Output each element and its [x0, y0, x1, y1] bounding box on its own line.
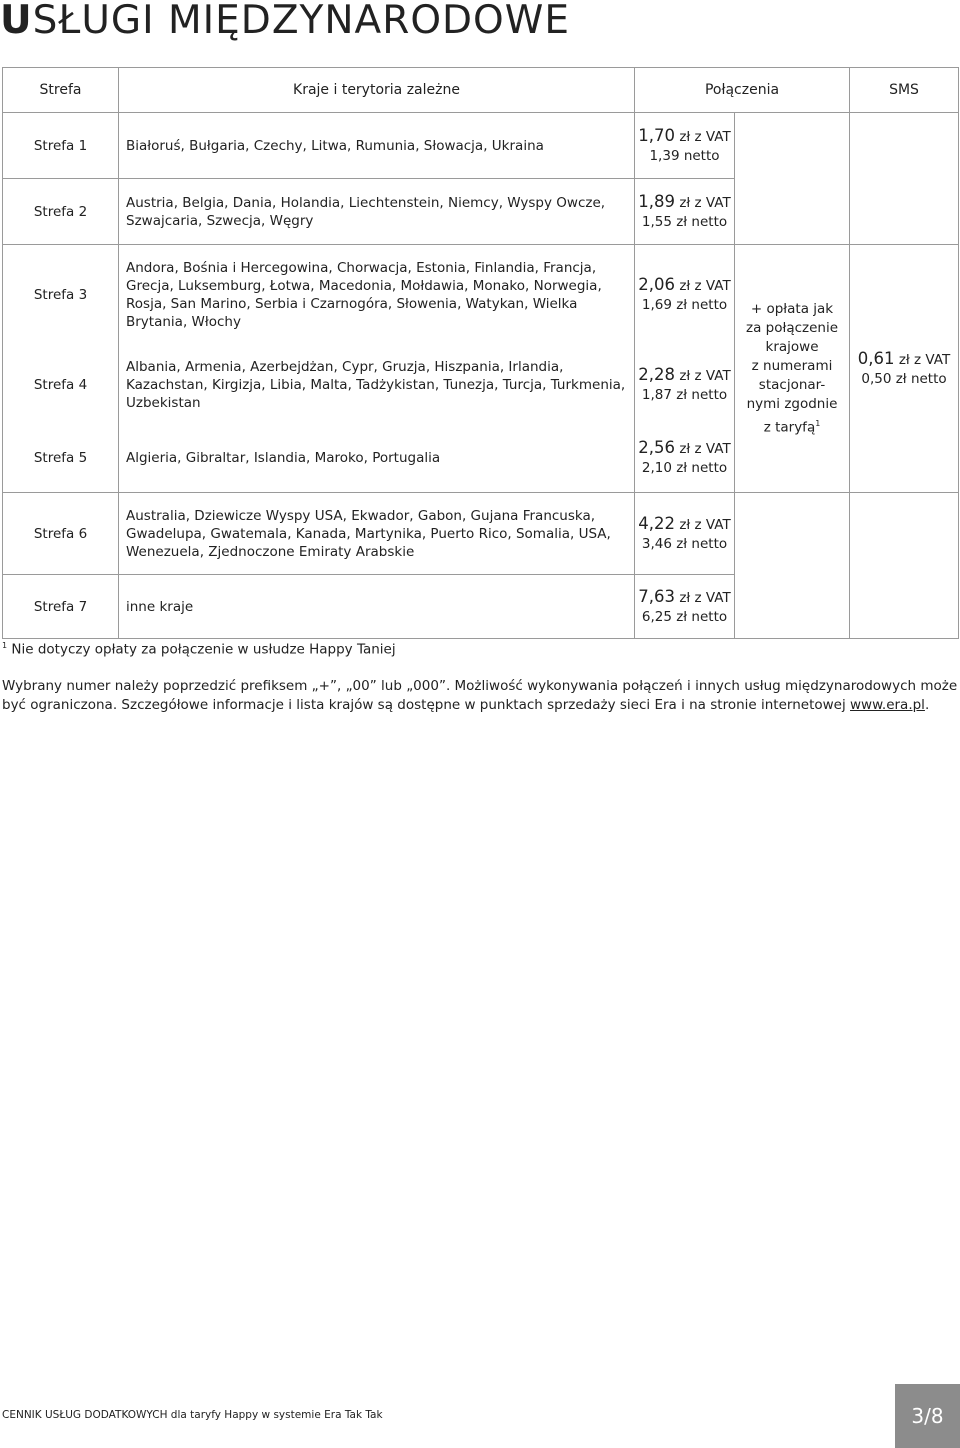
era-website-link[interactable]: www.era.pl	[850, 697, 925, 713]
note-line	[735, 414, 849, 438]
price-net: 3,46 zł netto	[641, 535, 728, 552]
blank-cell	[850, 575, 959, 639]
table-header-row	[3, 68, 959, 113]
price-net: 2,10 zł netto	[641, 460, 728, 477]
footer-subtitle: dla taryfy Happy w systemie Era Tak Tak	[167, 1409, 383, 1421]
zone-countries: Andora, Bośnia i Hercegowina, Chorwacja, Estonia, Finlandia, Francja, Grecja, Luksemburg, Łotwa, Macedonia, Mołdawia, Monako, Norwegia, Rosja, San Marino, Serbia i Czarnogóra, Słowenia, Watykan, Wielka Brytania, Włochy	[119, 245, 635, 345]
info-paragraph	[2, 677, 958, 715]
zone-countries: Algieria, Gibraltar, Islandia, Maroko, Portugalia	[119, 425, 635, 493]
footnote-marker: 1	[815, 418, 821, 428]
price-vat: 2,28	[638, 364, 676, 384]
zone-name: Strefa 7	[3, 575, 119, 639]
sms-price-vat: 0,61	[857, 348, 895, 368]
note-line: z numerami	[751, 357, 833, 374]
price-vat-unit: zł z VAT	[679, 589, 731, 606]
page-title-initial: U	[0, 0, 33, 43]
note-line: stacjonar-	[758, 376, 826, 393]
zone-name: Strefa 1	[3, 113, 119, 179]
price-vat-unit: zł z VAT	[679, 441, 731, 458]
footnote-text: Nie dotyczy opłaty za połączenie w usłudze Happy Taniej	[11, 641, 396, 658]
blank-cell	[735, 575, 850, 639]
price-net: 1,69 zł netto	[641, 296, 728, 313]
call-price	[635, 113, 735, 179]
call-price	[635, 179, 735, 245]
price-vat-unit: zł z VAT	[679, 128, 731, 145]
blank-cell	[735, 493, 850, 575]
price-vat: 7,63	[638, 586, 676, 606]
info-text: Wybrany numer należy poprzedzić prefiksem „+”, „00” lub „000”. Możliwość wykonywania połączeń i innych usług międzynarodowych może być ograniczona. Szczegółowe informacje i lista krajów są dostępne w punktach sprzedaży sieci Era i na stronie internetowej	[2, 678, 958, 713]
call-price	[635, 345, 735, 425]
header-sms: SMS	[850, 68, 959, 113]
zone-countries: Albania, Armenia, Azerbejdżan, Cypr, Gruzja, Hiszpania, Irlandia, Kazachstan, Kirgizja, Libia, Malta, Tadżykistan, Tunezja, Turcja, Turkmenia, Uzbekistan	[119, 345, 635, 425]
table-row	[3, 245, 959, 345]
blank-cell	[850, 493, 959, 575]
price-net: 6,25 zł netto	[641, 608, 728, 625]
page-title	[0, 0, 570, 43]
zone-name: Strefa 6	[3, 493, 119, 575]
table-row	[3, 113, 959, 179]
header-countries: Kraje i terytoria zależne	[119, 68, 635, 113]
price-vat-unit: zł z VAT	[679, 367, 731, 384]
table-row	[3, 575, 959, 639]
call-price	[635, 575, 735, 639]
zone-name: Strefa 4	[3, 345, 119, 425]
note-line-text: z taryfą	[763, 419, 816, 436]
price-vat: 1,70	[638, 125, 676, 145]
blank-cell	[735, 179, 850, 245]
document-footer	[2, 1409, 383, 1421]
zone-name: Strefa 5	[3, 425, 119, 493]
international-rates-table	[2, 67, 959, 639]
footnote-marker: 1	[2, 641, 8, 650]
zone-countries: Austria, Belgia, Dania, Holandia, Liechtenstein, Niemcy, Wyspy Owcze, Szwajcaria, Szwecja, Węgry	[119, 179, 635, 245]
call-price	[635, 245, 735, 345]
sms-price	[850, 245, 959, 493]
call-price	[635, 425, 735, 493]
note-line: nymi zgodnie	[746, 395, 838, 412]
domestic-rate-note	[735, 245, 850, 493]
table-row	[3, 493, 959, 575]
price-vat-unit: zł z VAT	[679, 277, 731, 294]
zone-countries: Białoruś, Bułgaria, Czechy, Litwa, Rumunia, Słowacja, Ukraina	[119, 113, 635, 179]
price-vat: 2,06	[638, 274, 676, 294]
price-vat-unit: zł z VAT	[679, 194, 731, 211]
zone-countries: Australia, Dziewicze Wyspy USA, Ekwador, Gabon, Gujana Francuska, Gwadelupa, Gwatemala, Kanada, Martynika, Puerto Rico, Somalia, USA, Wenezuela, Zjednoczone Emiraty Arabskie	[119, 493, 635, 575]
sms-price-unit: zł z VAT	[898, 351, 951, 368]
price-net: 1,55 zł netto	[641, 213, 728, 230]
sms-price-net: 0,50 zł netto	[861, 370, 947, 387]
price-vat: 1,89	[638, 191, 676, 211]
call-price	[635, 493, 735, 575]
info-end: .	[924, 697, 930, 713]
price-vat: 2,56	[638, 438, 676, 458]
blank-cell	[850, 179, 959, 245]
zone-name: Strefa 3	[3, 245, 119, 345]
price-vat: 4,22	[638, 513, 676, 533]
price-net: 1,39 netto	[649, 147, 720, 164]
note-line: + opłata jak	[750, 300, 834, 317]
zone-countries: inne kraje	[119, 575, 635, 639]
page-title-rest: SŁUGI MIĘDZYNARODOWE	[32, 0, 570, 43]
blank-cell	[735, 113, 850, 179]
page-number: 3/8	[895, 1384, 960, 1448]
blank-cell	[850, 113, 959, 179]
table-row	[3, 179, 959, 245]
price-vat-unit: zł z VAT	[679, 516, 731, 533]
note-line: krajowe	[765, 338, 819, 355]
price-net: 1,87 zł netto	[641, 386, 728, 403]
note-line: za połączenie	[746, 319, 839, 336]
header-zone: Strefa	[3, 68, 119, 113]
zone-name: Strefa 2	[3, 179, 119, 245]
footnote	[2, 641, 396, 658]
footer-title: CENNIK USŁUG DODATKOWYCH	[2, 1409, 168, 1421]
header-calls: Połączenia	[635, 68, 850, 113]
